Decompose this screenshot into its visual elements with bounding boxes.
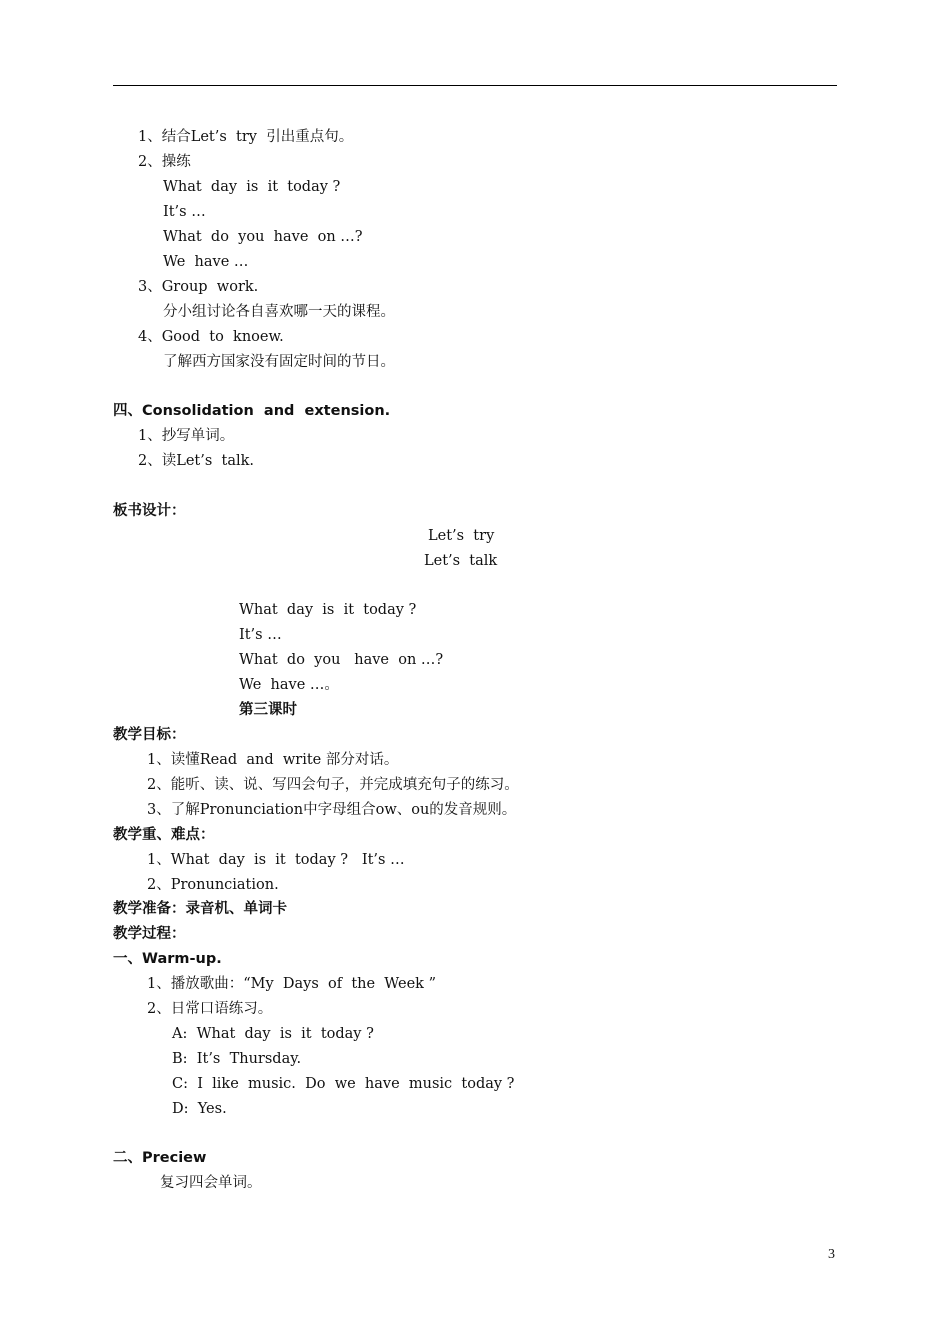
- header-rule: [113, 85, 837, 86]
- section-heading: 教学准备：录音机、单词卡: [113, 901, 287, 917]
- text-line: 3、Group work.: [138, 279, 259, 295]
- dialogue-line: B: It’s Thursday.: [172, 1051, 302, 1067]
- board-line: Let’s talk: [424, 553, 498, 569]
- dialogue-line: D: Yes.: [172, 1101, 227, 1117]
- board-line: It’s …: [239, 627, 282, 643]
- section-heading: 教学重、难点：: [113, 827, 215, 843]
- text-line: We have …: [163, 254, 249, 270]
- text-line: 2、日常口语练习。: [147, 1001, 273, 1017]
- section-heading: 板书设计：: [113, 503, 186, 519]
- section-heading: 教学过程：: [113, 926, 186, 942]
- text-line: 复习四会单词。: [160, 1175, 262, 1191]
- section-heading: 教学目标：: [113, 727, 186, 743]
- text-line: What do you have on …?: [163, 229, 363, 245]
- text-line: 4、Good to knoew.: [138, 329, 284, 345]
- lesson-title: 第三课时: [239, 702, 297, 718]
- board-line: What do you have on …?: [239, 652, 444, 668]
- text-line: 2、读Let’s talk.: [138, 453, 255, 469]
- dialogue-line: C: I like music. Do we have music today ?: [172, 1076, 515, 1092]
- text-line: It’s …: [163, 204, 206, 220]
- page-number: 3: [828, 1247, 835, 1262]
- board-line: We have …。: [239, 677, 339, 693]
- text-line: What day is it today ?: [163, 179, 341, 195]
- section-heading: 四、Consolidation and extension.: [113, 403, 391, 419]
- text-line: 2、Pronunciation.: [147, 877, 279, 893]
- dialogue-line: A: What day is it today ?: [172, 1026, 374, 1042]
- text-line: 了解西方国家没有固定时间的节日。: [163, 354, 395, 370]
- text-line: 1、抄写单词。: [138, 428, 235, 444]
- text-line: 分小组讨论各自喜欢哪一天的课程。: [163, 304, 395, 320]
- text-line: 2、能听、读、说、写四会句子，并完成填充句子的练习。: [147, 777, 519, 793]
- section-heading: 二、Preciew: [113, 1150, 207, 1166]
- text-line: 3、了解Pronunciation中字母组合ow、ou的发音规则。: [147, 802, 517, 818]
- board-line: Let’s try: [428, 528, 495, 544]
- text-line: 1、What day is it today ? It’s …: [147, 852, 405, 868]
- text-line: 1、播放歌曲：“My Days of the Week ”: [147, 976, 436, 992]
- board-line: What day is it today ?: [239, 602, 417, 618]
- text-line: 1、结合Let’s try 引出重点句。: [138, 129, 354, 145]
- text-line: 1、读懂Read and write 部分对话。: [147, 752, 399, 768]
- text-line: 2、操练: [138, 154, 191, 170]
- section-heading: 一、Warm-up.: [113, 951, 222, 967]
